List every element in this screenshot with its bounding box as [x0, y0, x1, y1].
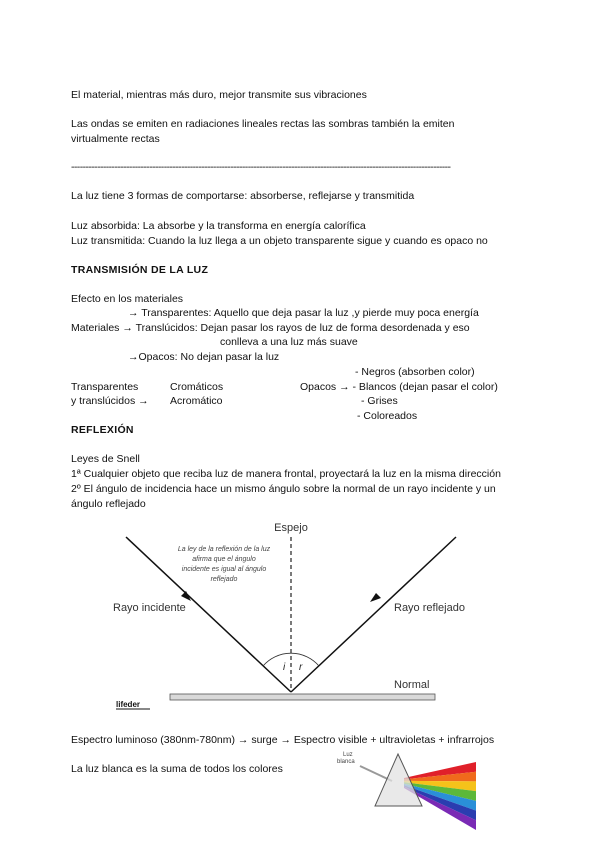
heading-reflexion: REFLEXIÓN	[71, 424, 134, 436]
rayo-reflejado-label: Rayo reflejado	[394, 602, 465, 614]
snell-ley-1: 1ª Cualquier objeto que reciba luz de manera frontal, proyectará la luz en la misma dirección	[71, 468, 501, 480]
heading-transmision: TRANSMISIÓN DE LA LUZ	[71, 264, 209, 276]
clasif-coloreados: - Coloreados	[357, 410, 418, 422]
efecto-materiales: Efecto en los materiales	[71, 293, 184, 305]
reflection-diagram	[0, 515, 600, 720]
line-luz-blanca: La luz blanca es la suma de todos los colores	[71, 763, 283, 775]
angle-i-label: i	[283, 662, 286, 673]
line-transmitida: Luz transmitida: Cuando la luz llega a un objeto transparente sigue y cuando es opaco no	[71, 235, 488, 247]
clasif-transparentes: Transparentes	[71, 381, 139, 393]
prism-illustration	[300, 748, 490, 833]
clasif-negros: - Negros (absorben color)	[355, 366, 475, 378]
angle-r-label: r	[299, 662, 303, 673]
law-note-line-3: incidente es igual al ángulo	[181, 566, 267, 573]
lifeder-logo: lifeder	[116, 700, 141, 709]
law-note-line-4: reflejado	[210, 576, 238, 583]
rayo-incidente-label: Rayo incidente	[113, 602, 186, 614]
materiales-opacos: →Opacos: No dejan pasar la luz	[128, 351, 280, 363]
prism-label-blanca: blanca	[337, 759, 355, 765]
snell-ley-2b: ángulo reflejado	[71, 498, 146, 510]
reflected-arrow-icon	[370, 593, 381, 602]
line-ondas-1: Las ondas se emiten en radiaciones lineales rectas las sombras también la emiten	[71, 118, 455, 130]
materiales-translucidos-2: conlleva a una luz más suave	[220, 336, 358, 348]
clasif-opacos-blancos: Opacos → - Blancos (dejan pasar el color)	[300, 381, 498, 393]
law-note-line-1: La ley de la reflexión de la luz	[177, 546, 271, 553]
materiales-translucidos: Materiales → Translúcidos: Dejan pasar los rayos de luz de forma desordenada y eso	[71, 322, 470, 334]
clasif-y-translucidos: y translúcidos →	[71, 395, 149, 407]
normal-label: Normal	[394, 679, 430, 691]
clasif-acromatico: Acromático	[170, 395, 223, 407]
snell-title: Leyes de Snell	[71, 453, 140, 465]
snell-ley-2a: 2º El ángulo de incidencia hace un mismo ángulo sobre la normal de un rayo incidente y un	[71, 483, 496, 495]
materiales-transparentes: → Transparentes: Aquello que deja pasar la luz ,y pierde muy poca energía	[128, 307, 479, 319]
prism-label-luz: Luz	[343, 752, 353, 758]
clasif-grises: - Grises	[361, 395, 398, 407]
law-note-line-2: afirma que el ángulo	[192, 556, 256, 563]
mirror-surface	[170, 694, 435, 700]
espejo-label: Espejo	[274, 522, 308, 534]
line-absorbida: Luz absorbida: La absorbe y la transforma en energía calorífica	[71, 220, 366, 232]
line-espectro: Espectro luminoso (380nm-780nm) → surge → Espectro visible + ultravioletas + infrarrojos	[71, 734, 495, 746]
line-comportarse: La luz tiene 3 formas de comportarse: absorberse, reflejarse y transmitida	[71, 190, 415, 202]
line-ondas-2: virtualmente rectas	[71, 133, 160, 145]
clasif-cromaticos: Cromáticos	[170, 381, 224, 393]
line-material: El material, mientras más duro, mejor transmite sus vibraciones	[71, 89, 367, 101]
separator-line: -----------------------------------------------------------------------------------------------------------------------------------	[71, 161, 451, 173]
reflected-ray	[291, 537, 456, 692]
